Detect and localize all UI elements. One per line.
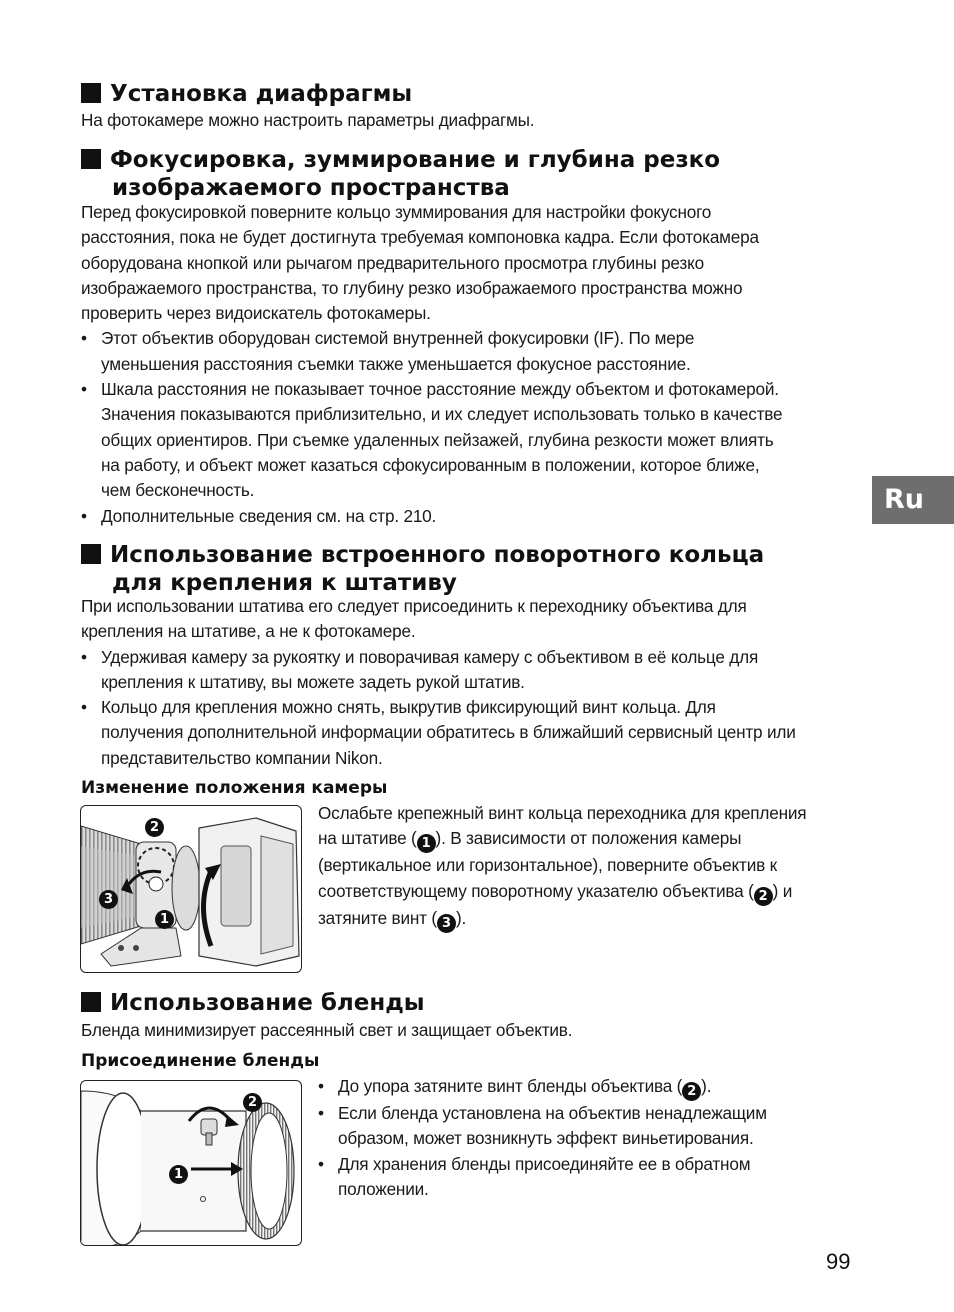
square-bullet-icon	[81, 992, 101, 1012]
hood-marker-2: 2	[243, 1093, 262, 1112]
marker-1: 1	[155, 910, 174, 929]
tripod-bullet-2: • Кольцо для крепления можно снять, выкрутив фиксирующий винт кольца. Для получения дополнительной информации обратитесь в ближайший сервисный центр или представительство компании Nikon.	[81, 695, 871, 771]
hood-bullet-3: • Для хранения бленды присоединяйте ее в обратном положении.	[318, 1152, 858, 1203]
aperture-text: На фотокамере можно настроить параметры диафрагмы.	[81, 110, 535, 130]
page-number: 99	[826, 1249, 851, 1274]
hood-text: Бленда минимизирует рассеянный свет и защищает объектив.	[81, 1020, 573, 1040]
focus-bullet-1: • Этот объектив оборудован системой внутренней фокусировки (IF). По мере уменьшения расстояния съемки также уменьшается фокусное расстояние.	[81, 326, 871, 377]
hood-marker-2-inline: 2	[682, 1082, 701, 1101]
tripod-paragraph: При использовании штатива его следует присоединить к переходнику объектива для крепления на штативе, а не к фотокамере. • Удерживая камеру за рукоятку и поворачивая камеру с объективом в её кольце для крепления к штативу, вы можете задеть рукой штатив. • Кольцо для крепления можно снять, выкрутив фиксирующий винт кольца. Для получения дополнительной информации обратитесь в ближайший сервисный центр или представительство компании Nikon.	[81, 594, 871, 771]
hood-bullet-2: • Если бленда установлена на объектив ненадлежащим образом, может возникнуть эффект виньетирования.	[318, 1101, 858, 1152]
marker-1-inline: 1	[417, 834, 436, 853]
lens-hood-drawing	[81, 1081, 302, 1246]
square-bullet-icon	[81, 149, 101, 169]
camera-rotation-illustration	[80, 805, 302, 973]
marker-3: 3	[99, 890, 118, 909]
hood-bullets	[318, 1074, 858, 1202]
camera-position-description: Ослабьте крепежный винт кольца переходника для крепления на штативе ( 1 ). В зависимости от положения камеры (вертикальное или горизонтальное), поверните объектив к соответствующему поворотному указателю объектива ( 2 ) и затяните винт ( 3 ).	[318, 803, 807, 931]
tripod-bullet-1: • Удерживая камеру за рукоятку и поворачивая камеру с объективом в её кольце для крепления к штативу, вы можете задеть рукой штатив.	[81, 645, 871, 696]
section-title-tripod: Использование встроенного поворотного кольца для крепления к штативу	[81, 541, 861, 597]
square-bullet-icon	[81, 83, 101, 103]
language-tab: Ru	[872, 476, 954, 524]
square-bullet-icon	[81, 544, 101, 564]
subheading-camera-position: Изменение положения камеры	[81, 778, 388, 798]
marker-2: 2	[145, 818, 164, 837]
focus-bullet-3: • Дополнительные сведения см. на стр. 210.	[81, 504, 871, 529]
section-title-aperture: Установка диафрагмы	[81, 80, 412, 108]
section-title-focus: Фокусировка, зуммирование и глубина резко изображаемого пространства	[81, 146, 861, 202]
marker-2-inline: 2	[754, 887, 773, 906]
hood-marker-1: 1	[169, 1165, 188, 1184]
focus-bullet-2: • Шкала расстояния не показывает точное расстояние между объектом и фотокамерой. Значения показываются приблизительно, и их следует использовать только в качестве общих ориентиров. При съемке удаленных пейзажей, глубина резкости может влиять на работу, и объект может казаться сфокусированным в положении, которое ближе, чем бесконечность.	[81, 377, 871, 503]
camera-lens-drawing	[81, 806, 302, 973]
hood-attach-illustration	[80, 1080, 302, 1246]
focus-paragraph: Перед фокусировкой поверните кольцо зуммирования для настройки фокусного расстояния, пока не будет достигнута требуемая компоновка кадра. Если фотокамера оборудована кнопкой или рычагом предварительного просмотра глубины резко изображаемого пространства, то глубину резко изображаемого пространства можно проверить через видоискатель фотокамеры. • Этот объектив оборудован системой внутренней фокусировки (IF). По мере уменьшения расстояния съемки также уменьшается фокусное расстояние. • Шкала расстояния не показывает точное расстояние между объектом и фотокамерой. Значения показываются приблизительно, и их следует использовать только в качестве общих ориентиров. При съемке удаленных пейзажей, глубина резкости может влиять на работу, и объект может казаться сфокусированным в положении, которое ближе, чем бесконечность. • Дополнительные сведения см. на стр. 210.	[81, 200, 871, 529]
marker-3-inline: 3	[437, 914, 456, 933]
subheading-attach-hood: Присоединение бленды	[81, 1051, 320, 1071]
hood-bullet-1: • До упора затяните винт бленды объектива ( 2 ).	[318, 1074, 858, 1101]
section-title-hood: Использование бленды	[81, 989, 425, 1017]
